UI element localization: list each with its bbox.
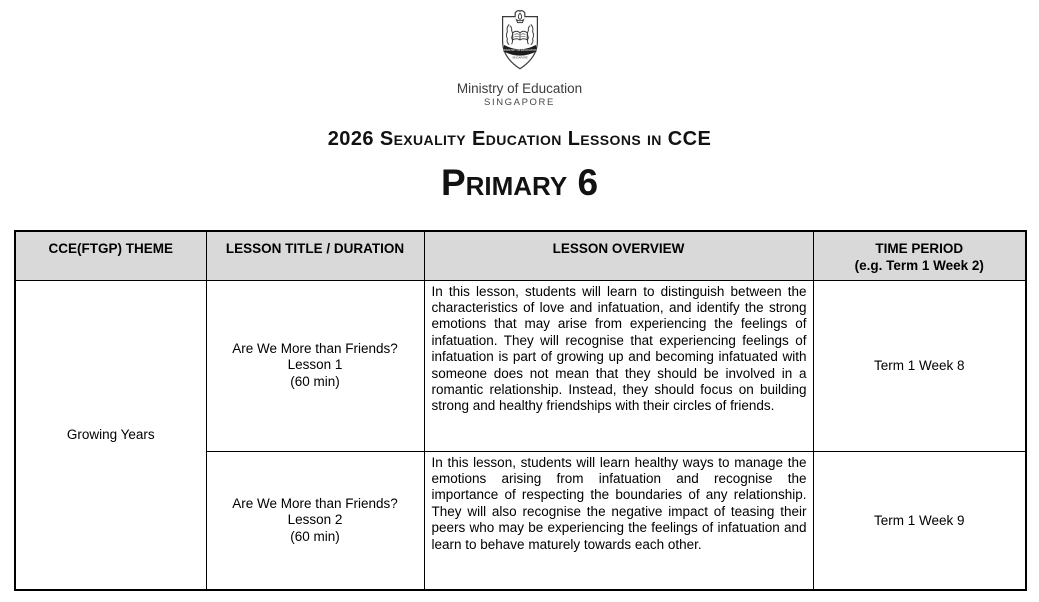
crest-banner-text: MINISTRY OF EDUCATION [502, 48, 537, 52]
lesson-1-time-period-cell: Term 1 Week 8 [813, 280, 1026, 451]
lessons-table [14, 230, 1027, 591]
lesson-1-duration: (60 min) [290, 373, 340, 389]
lesson-1-overview-cell: In this lesson, students will learn to distinguish between the characteristics of love and infatuation, and identify the strong emotions that may arise from experiencing the feelings of infatuation. They will recognise that experiencing feelings of infatuation is part of growing up and becoming infatuated with someone does not mean that they should be involved in a romantic relationship. Instead, they should focus on building strong and healthy friendships with their circles of friends. [424, 280, 813, 451]
moe-crest-logo [490, 7, 550, 79]
lesson-1-title: Are We More than Friends? [232, 340, 398, 356]
crest-country-text: SINGAPORE [511, 56, 528, 60]
lesson-2-number: Lesson 2 [287, 512, 343, 527]
lesson-2-title: Are We More than Friends? [232, 495, 398, 511]
table-row-lesson-1 [15, 280, 1026, 451]
col-header-overview: LESSON OVERVIEW [424, 231, 813, 280]
col-header-time-period-label: TIME PERIOD [875, 241, 964, 256]
theme-cell: Growing Years [15, 280, 206, 590]
document-page [0, 7, 1039, 602]
document-header [0, 7, 1039, 203]
col-header-theme: CCE(FTGP) THEME [15, 231, 206, 280]
document-subtitle: 2026 Sexuality Education Lessons in CCE [327, 128, 712, 150]
lesson-1-number: Lesson 1 [287, 357, 343, 373]
table-header-row [15, 231, 1026, 280]
lesson-2-title-cell [206, 451, 424, 590]
lesson-2-duration: (60 min) [290, 528, 340, 544]
page-title: Primary 6 [440, 162, 599, 203]
col-header-time-period [813, 231, 1026, 280]
col-header-time-period-sublabel: (e.g. Term 1 Week 2) [854, 258, 984, 273]
lesson-1-title-cell [206, 280, 424, 451]
lesson-2-time-period-cell: Term 1 Week 9 [813, 451, 1026, 590]
org-country: SINGAPORE [484, 97, 555, 108]
org-name: Ministry of Education [456, 81, 583, 96]
lesson-2-overview-cell: In this lesson, students will learn healthy ways to manage the emotions arising from infatuation and recognise the importance of respecting the boundaries of any relationship. They will also recognise the negative impact of teasing their peers who may be experiencing the feelings of infatuation and learn to behave maturely towards each other. [424, 451, 813, 590]
col-header-title-duration: LESSON TITLE / DURATION [206, 231, 424, 280]
